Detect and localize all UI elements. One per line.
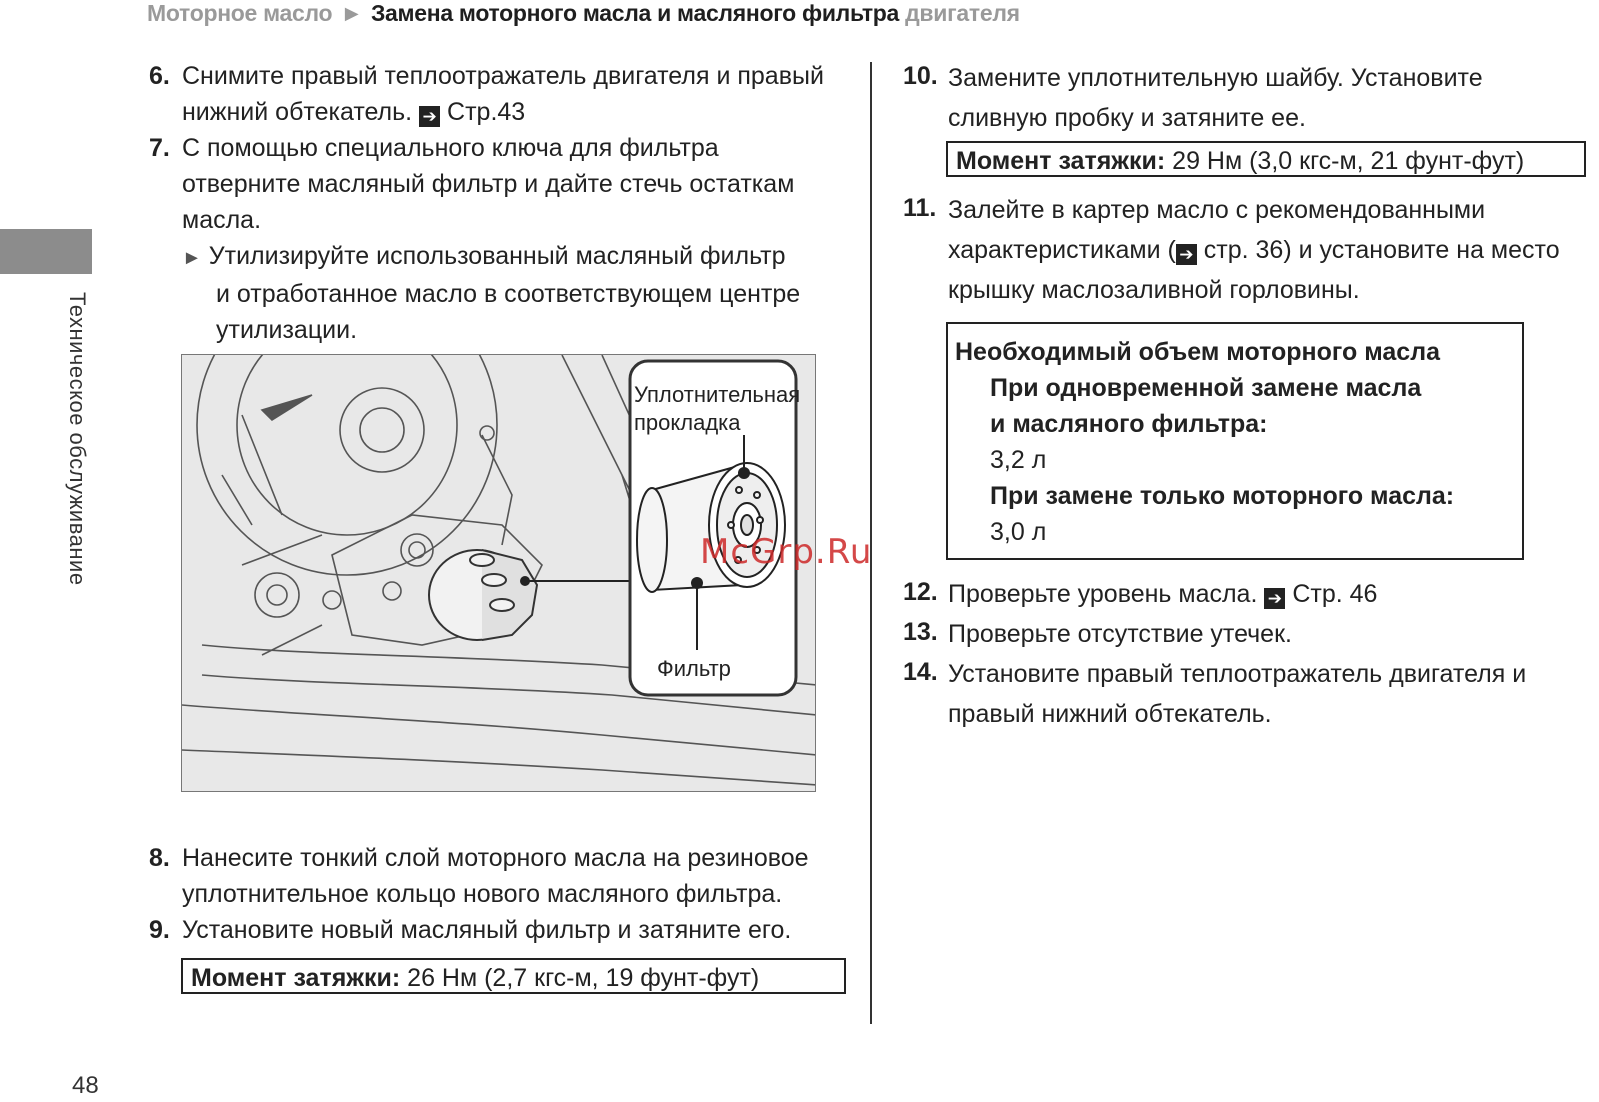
page-reference-link[interactable]: Стр.43 [447,98,526,126]
step-text: Снимите правый теплоотражатель двигателя и правый [182,62,824,90]
oil-box-title: Необходимый объем моторного масла [955,338,1440,366]
torque-label: Момент затяжки: [191,964,401,992]
step-12 [903,574,1583,614]
step-text: правый нижний обтекатель. [948,700,1272,728]
step-number: 6. [149,62,170,90]
breadcrumb-suffix: двигателя [905,0,1020,26]
step-text: нижний обтекатель. [182,98,413,126]
note-text: Утилизируйте использованный масляный фильтр [208,242,786,270]
step-text: Нанесите тонкий слой моторного масла на резиновое [182,844,809,872]
breadcrumb-section: Моторное масло [147,0,333,26]
step-number: 7. [149,134,170,162]
watermark-text: McGrp.Ru [700,532,873,572]
step-10 [903,58,1583,138]
step-number: 9. [149,916,170,944]
step-11 [903,190,1583,310]
crankcase-cover-outline [197,355,497,575]
step-8 [149,840,849,912]
side-tab-marker [0,229,92,274]
step-text: Проверьте уровень масла. [948,580,1258,608]
step-9 [149,912,849,948]
step-number: 13. [903,618,938,646]
oil-case-1-value: 3,2 л [990,446,1047,474]
step-number: 12. [903,578,938,606]
step-text: масла. [182,206,262,234]
step-text: сливную пробку и затяните ее. [948,104,1306,132]
step-text: крышку маслозаливной горловины. [948,276,1360,304]
oil-filter-illustration [181,354,816,792]
step-text: Установите новый масляный фильтр и затяните его. [182,916,792,944]
seal-label-line: прокладка [634,410,741,435]
step-7 [149,130,849,346]
oil-case-1-label: При одновременной замене масла [990,374,1422,402]
step-text: уплотнительное кольцо нового масляного фильтра. [182,880,783,908]
torque-box-step-10 [946,141,1586,177]
step-6 [149,58,849,130]
step-7-note [182,238,800,348]
step-text: Установите правый теплоотражатель двигателя и [948,660,1527,688]
step-text: Замените уплотнительную шайбу. Установите [948,64,1483,92]
breadcrumb [147,0,1020,26]
torque-box-step-9 [181,958,846,994]
seal-label-line: Уплотнительная [634,382,801,407]
step-text: Проверьте отсутствие утечек. [948,620,1292,648]
note-arrow-icon: ► [182,247,202,269]
filter-label: Фильтр [657,656,731,681]
oil-case-2-value: 3,0 л [990,518,1047,546]
step-13 [903,614,1583,654]
step-number: 8. [149,844,170,872]
page-reference-link[interactable]: стр. 36) и установите на место [1196,236,1560,264]
page-reference-icon: ➔ [1176,244,1197,265]
page-reference-icon: ➔ [419,106,440,127]
step-text: отверните масляный фильтр и дайте стечь остаткам [182,170,795,198]
oil-case-1-label: и масляного фильтра: [990,410,1268,438]
seal-label [634,381,800,437]
oil-case-2-label: При замене только моторного масла: [990,482,1455,510]
breadcrumb-title: Замена моторного масла и масляного фильтра [370,0,900,26]
torque-value: 26 Нм (2,7 кгс-м, 19 фунт-фут) [400,964,760,992]
page-number: 48 [72,1072,99,1099]
step-text: характеристиками ( [948,236,1176,264]
note-text: и отработанное масло в соответствующем центре [216,280,801,308]
note-text: утилизации. [216,316,358,344]
step-text: С помощью специального ключа для фильтра [182,134,719,162]
torque-label: Момент затяжки: [956,147,1166,175]
step-text: Залейте в картер масло с рекомендованными [948,196,1486,224]
breadcrumb-arrow-icon: ► [340,0,363,26]
side-tab-label: Техническое обслуживание [65,292,90,586]
oil-capacity-box [946,322,1524,560]
page-reference-icon: ➔ [1264,588,1285,609]
page-reference-link[interactable]: Стр. 46 [1292,580,1378,608]
step-number: 11. [903,194,937,222]
step-number: 10. [903,62,938,90]
step-14 [903,654,1583,734]
installed-filter [429,550,537,640]
torque-value: 29 Нм (3,0 кгс-м, 21 фунт-фут) [1165,147,1525,175]
step-number: 14. [903,658,938,686]
